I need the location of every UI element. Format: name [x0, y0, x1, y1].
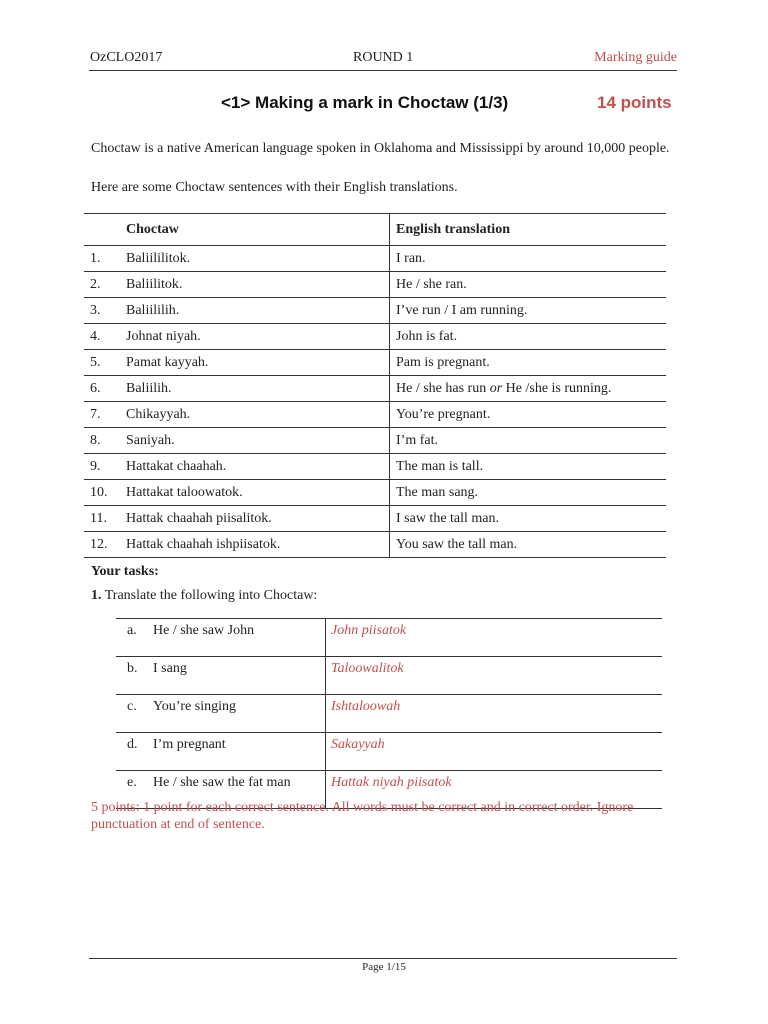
table-row: [84, 376, 666, 402]
table-row: [84, 272, 666, 298]
row-english: I saw the tall man.: [390, 506, 667, 532]
row-number: 4.: [84, 324, 126, 350]
answer-row: [116, 657, 662, 695]
points-label: 14 points: [597, 93, 672, 112]
row-number: 1.: [84, 246, 126, 272]
row-choctaw: Chikayyah.: [126, 402, 390, 428]
row-choctaw: Hattak chaahah piisalitok.: [126, 506, 390, 532]
header-center: ROUND 1: [353, 50, 414, 65]
task-1-number: 1.: [91, 588, 102, 603]
table-row: [84, 350, 666, 376]
answer-choctaw: Sakayyah: [326, 733, 663, 771]
header-choctaw: Choctaw: [126, 214, 390, 246]
header-num-cell: [84, 214, 126, 246]
row-number: 12.: [84, 532, 126, 558]
row-english: You saw the tall man.: [390, 532, 667, 558]
row-english: Pam is pregnant.: [390, 350, 667, 376]
footer-divider: [89, 958, 677, 959]
row-number: 8.: [84, 428, 126, 454]
row-english: I’ve run / I am running.: [390, 298, 667, 324]
row-choctaw: Pamat kayyah.: [126, 350, 390, 376]
row-english: You’re pregnant.: [390, 402, 667, 428]
answer-choctaw: Ishtaloowah: [326, 695, 663, 733]
row-english: I ran.: [390, 246, 667, 272]
answer-row: [116, 619, 662, 657]
page-title: <1> Making a mark in Choctaw (1/3): [221, 93, 509, 112]
row-number: 3.: [84, 298, 126, 324]
header-left: OzCLO2017: [90, 50, 163, 65]
row-number: 9.: [84, 454, 126, 480]
table-row: [84, 506, 666, 532]
answer-row: [116, 695, 662, 733]
header-english: English translation: [390, 214, 667, 246]
table-row: [84, 324, 666, 350]
row-choctaw: Baliililih.: [126, 298, 390, 324]
row-choctaw: Hattakat taloowatok.: [126, 480, 390, 506]
row-english-or: or: [489, 380, 503, 396]
row-english-part-1: He / she has run: [396, 380, 490, 396]
answer-english: I sang: [139, 657, 326, 695]
row-number: 5.: [84, 350, 126, 376]
page-number: Page 1/15: [362, 961, 406, 973]
answer-letter: a.: [116, 619, 139, 657]
row-number: 11.: [84, 506, 126, 532]
answer-english: He / she saw John: [139, 619, 326, 657]
answer-table: [116, 618, 662, 809]
answer-choctaw: John piisatok: [326, 619, 663, 657]
answer-english: You’re singing: [139, 695, 326, 733]
row-english: The man is tall.: [390, 454, 667, 480]
answer-choctaw: Hattak niyah piisatok: [326, 771, 663, 809]
answer-letter: b.: [116, 657, 139, 695]
row-number: 6.: [84, 376, 126, 402]
row-choctaw: Baliilitok.: [126, 272, 390, 298]
row-number: 10.: [84, 480, 126, 506]
row-choctaw: Baliililitok.: [126, 246, 390, 272]
table-row: [84, 454, 666, 480]
answer-letter: c.: [116, 695, 139, 733]
header-divider: [89, 70, 677, 71]
answer-choctaw: Taloowalitok: [326, 657, 663, 695]
row-english: The man sang.: [390, 480, 667, 506]
row-english: He / she ran.: [390, 272, 667, 298]
table-row: [84, 532, 666, 558]
intro-paragraph-1: Choctaw is a native American language spoken in Oklahoma and Mississippi by around 10,000 people.: [91, 141, 670, 156]
row-english: I’m fat.: [390, 428, 667, 454]
table-row: [84, 246, 666, 272]
row-english-part-2: He /she is running.: [502, 380, 612, 396]
row-english: John is fat.: [390, 324, 667, 350]
task-1-instruction: [91, 588, 317, 604]
row-choctaw: Saniyah.: [126, 428, 390, 454]
table-row: [84, 480, 666, 506]
row-choctaw: Hattakat chaahah.: [126, 454, 390, 480]
row-number: 2.: [84, 272, 126, 298]
row-choctaw: Baliilih.: [126, 376, 390, 402]
marking-note: 5 points: 1 point for each correct sentence. All words must be correct and in correct order. Ignore punctuation at end of sentence.: [91, 800, 634, 832]
intro-paragraph-2: Here are some Choctaw sentences with their English translations.: [91, 180, 458, 195]
answer-letter: e.: [116, 771, 139, 809]
task-1-text: Translate the following into Choctaw:: [101, 588, 318, 603]
tasks-heading: Your tasks:: [91, 564, 159, 579]
table-row: [84, 402, 666, 428]
row-number: 7.: [84, 402, 126, 428]
row-english: [390, 376, 667, 402]
answer-row: [116, 733, 662, 771]
table-row: [84, 298, 666, 324]
table-header-row: [84, 214, 666, 246]
sentence-table: [84, 213, 666, 558]
answer-english: He / she saw the fat man: [139, 771, 326, 809]
row-choctaw: Johnat niyah.: [126, 324, 390, 350]
header-right: Marking guide: [594, 50, 677, 65]
answer-english: I’m pregnant: [139, 733, 326, 771]
row-choctaw: Hattak chaahah ishpiisatok.: [126, 532, 390, 558]
table-row: [84, 428, 666, 454]
answer-letter: d.: [116, 733, 139, 771]
